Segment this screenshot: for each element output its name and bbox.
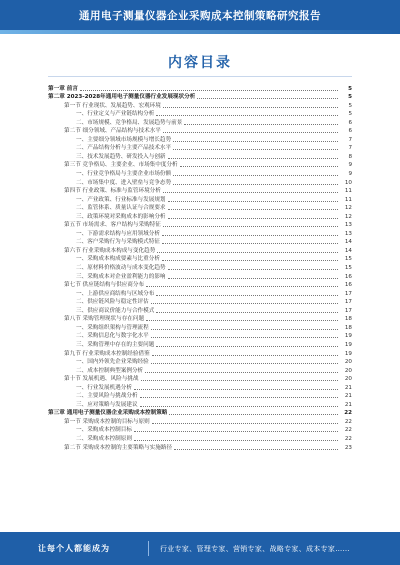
toc-entry-label: 二、市场规模、竞争格局、发展趋势与前景 [76, 119, 183, 126]
toc-dot-leader [168, 218, 338, 219]
toc-dot-leader [157, 252, 338, 253]
toc-dot-leader [162, 243, 338, 244]
toc-dot-leader [173, 184, 338, 185]
toc-entry-label: 第九节 行业采购成本控制经验借鉴 [64, 350, 150, 357]
toc-entry-page: 9 [348, 171, 352, 178]
toc-entry-label: 三、采购管理中存在的主要问题 [76, 341, 155, 348]
toc-entry-label: 第一节 行业现状、发展趋势、宏观环境 [64, 102, 161, 109]
toc-entry[interactable] [48, 417, 352, 426]
toc-entry-label: 二、主要风险与挑战分析 [76, 393, 138, 400]
header-stripe [0, 30, 400, 34]
toc-entry-label: 第七节 供应链结构与供应商分布 [64, 282, 145, 289]
toc-entry[interactable] [48, 246, 352, 255]
toc-dot-leader [174, 449, 338, 450]
toc-entry-page: 18 [344, 316, 352, 323]
toc-dot-leader [134, 440, 338, 441]
toc-dot-leader [151, 329, 338, 330]
toc-dot-leader [146, 286, 338, 287]
toc-entry-label: 第三章 通用电子测量仪器企业采购成本控制策略 [48, 410, 168, 417]
toc-entry-page: 16 [344, 273, 352, 280]
toc-entry-page: 21 [344, 384, 352, 391]
toc-entry-page: 7 [348, 145, 352, 152]
toc-entry-page: 21 [344, 393, 352, 400]
toc-entry[interactable] [48, 221, 352, 230]
toc-entry-page: 20 [344, 367, 352, 374]
toc-entry-page: 14 [344, 247, 352, 254]
toc-entry[interactable] [48, 315, 352, 324]
toc-dot-leader [145, 372, 338, 373]
toc-heading: 内容目录 [168, 55, 232, 71]
toc-entry-page: 11 [344, 196, 352, 203]
toc-entry-page: 9 [348, 162, 352, 169]
toc-dot-leader [80, 90, 338, 91]
toc-entry[interactable] [48, 110, 352, 119]
toc-entry[interactable] [48, 84, 352, 93]
toc-entry-label: 二、成本控制典型案例分析 [76, 367, 144, 374]
toc-entry[interactable] [48, 169, 352, 178]
toc-entry[interactable] [48, 358, 352, 367]
toc-entry-label: 一、采购成本构成要素与比重分析 [76, 256, 160, 263]
toc-entry[interactable] [48, 323, 352, 332]
toc-entry[interactable] [48, 238, 352, 247]
toc-entry[interactable] [48, 135, 352, 144]
toc-dot-leader [151, 337, 338, 338]
toc-entry[interactable] [48, 375, 352, 384]
toc-entry-label: 一、下游需求结构与应用领域分析 [76, 230, 160, 237]
toc-dot-leader [141, 380, 339, 381]
toc-dot-leader [152, 423, 338, 424]
toc-entry-label: 二、供应链风险与稳定性评估 [76, 299, 149, 306]
toc-dot-leader [146, 320, 338, 321]
toc-entry[interactable] [48, 392, 352, 401]
toc-entry-label: 一、行业定义与产业链结构分析 [76, 111, 155, 118]
toc-entry-page: 13 [344, 230, 352, 237]
toc-entry[interactable] [48, 161, 352, 170]
footer-divider [148, 541, 149, 556]
toc-dot-leader [134, 431, 338, 432]
toc-entry-page: 22 [344, 435, 352, 442]
toc-entry[interactable] [48, 400, 352, 409]
toc-entry-label: 三、供应商议价能力与合作模式 [76, 307, 155, 314]
toc-entry-label: 二、采购成本控制原则 [76, 435, 132, 442]
toc-entry-label: 第二节 细分领域、产品结构与技术水平 [64, 128, 161, 135]
toc-dot-leader [152, 355, 338, 356]
toc-entry-page: 19 [344, 333, 352, 340]
toc-entry-page: 17 [344, 307, 352, 314]
toc-entry-label: 二、原材料价格波动与成本变化趋势 [76, 265, 166, 272]
toc-dot-leader [173, 149, 338, 150]
toc-entry[interactable] [48, 101, 352, 110]
toc-entry-label: 第四节 行业政策、标准与监管环境分析 [64, 188, 161, 195]
toc-entry-page: 15 [344, 256, 352, 263]
toc-entry-label: 三、技术发展趋势、研发投入与创新 [76, 153, 166, 160]
toc-dot-leader [173, 175, 338, 176]
toc-dot-leader [168, 201, 338, 202]
toc-entry-label: 一、行业发展机遇分析 [76, 384, 132, 391]
toc-entry-page: 18 [344, 324, 352, 331]
toc-entry-page: 22 [344, 410, 352, 417]
toc-entry-page: 16 [344, 282, 352, 289]
toc-entry-page: 21 [344, 401, 352, 408]
toc-entry[interactable] [48, 118, 352, 127]
toc-dot-leader [163, 192, 338, 193]
toc-entry-label: 一、国内外领先企业采购经验 [76, 359, 149, 366]
toc-entry-label: 三、政策环境对采购成本的影响分析 [76, 213, 166, 220]
toc-entry[interactable] [48, 212, 352, 221]
toc-entry-label: 一、上游供应商结构与区域分布 [76, 290, 155, 297]
toc-dot-leader [163, 107, 338, 108]
toc-entry[interactable] [48, 426, 352, 435]
toc-entry-page: 6 [348, 128, 352, 135]
toc-entry-page: 19 [344, 350, 352, 357]
toc-entry-page: 23 [344, 444, 352, 451]
toc-entry[interactable] [48, 434, 352, 443]
toc-entry-page: 22 [344, 427, 352, 434]
toc-entry-label: 二、市场集中度、进入壁垒与竞争态势 [76, 179, 172, 186]
toc-entry-page: 7 [348, 136, 352, 143]
toc-entry[interactable] [48, 306, 352, 315]
toc-entry-label: 第十节 发展机遇、风险与挑战 [64, 376, 139, 383]
footer-brand: 让每个人都能成为 [38, 544, 110, 553]
toc-dot-leader [168, 269, 338, 270]
toc-entry[interactable] [48, 93, 352, 102]
table-of-contents [48, 84, 352, 509]
toc-entry-label: 二、采购信息化与数字化水平 [76, 333, 149, 340]
toc-entry[interactable] [48, 443, 352, 452]
footer-tagline: 行业专家、管理专家、营销专家、战略专家、成本专家…… [160, 544, 350, 553]
toc-entry[interactable] [48, 289, 352, 298]
toc-entry-label: 三、应对策略与发展建议 [76, 401, 138, 408]
title-divider [48, 76, 352, 77]
toc-entry[interactable] [48, 340, 352, 349]
toc-dot-leader [162, 260, 338, 261]
toc-entry[interactable] [48, 298, 352, 307]
toc-dot-leader [140, 397, 338, 398]
toc-entry-page: 13 [344, 222, 352, 229]
toc-entry[interactable] [48, 144, 352, 153]
toc-entry-page: 17 [344, 299, 352, 306]
toc-entry[interactable] [48, 255, 352, 264]
toc-entry-label: 第一节 采购成本控制的目标与原则 [64, 418, 150, 425]
toc-dot-leader [168, 278, 338, 279]
toc-entry[interactable] [48, 152, 352, 161]
toc-entry-label: 二、产品结构分析与主要产品技术水平 [76, 145, 172, 152]
toc-entry[interactable] [48, 272, 352, 281]
toc-entry-page: 11 [344, 188, 352, 195]
toc-entry-label: 第六节 行业采购成本构成与变化趋势 [64, 247, 156, 254]
toc-dot-leader [156, 295, 338, 296]
toc-dot-leader [163, 132, 338, 133]
toc-dot-leader [151, 363, 338, 364]
report-title: 通用电子测量仪器企业采购成本控制策略研究报告 [79, 9, 321, 22]
toc-entry-label: 第三节 竞争格局、主要企业、市场集中度分析 [64, 162, 178, 169]
toc-entry-label: 一、采购组织架构与管理流程 [76, 324, 149, 331]
toc-entry[interactable] [48, 383, 352, 392]
toc-entry-label: 第八节 采购管理现状与存在问题 [64, 316, 145, 323]
toc-dot-leader [151, 303, 338, 304]
toc-entry-label: 第二章 2023-2028年通用电子测量仪器行业发展现状分析 [48, 94, 196, 101]
toc-entry-page: 22 [344, 418, 352, 425]
toc-entry-label: 一、采购成本控制目标 [76, 427, 132, 434]
toc-dot-leader [140, 406, 338, 407]
toc-entry[interactable] [48, 332, 352, 341]
toc-dot-leader [162, 235, 338, 236]
toc-dot-leader [169, 414, 338, 415]
toc-entry-label: 第一章 前言 [48, 85, 78, 92]
toc-entry[interactable] [48, 229, 352, 238]
toc-entry-page: 20 [344, 359, 352, 366]
toc-entry[interactable] [48, 178, 352, 187]
toc-entry-label: 一、主要细分领域市场规模与增长趋势 [76, 136, 172, 143]
toc-entry-page: 5 [348, 94, 352, 101]
toc-dot-leader [168, 209, 338, 210]
toc-entry-page: 5 [348, 111, 352, 118]
toc-entry-page: 6 [348, 119, 352, 126]
toc-entry-label: 三、采购成本对企业盈利能力的影响 [76, 273, 166, 280]
toc-entry-page: 12 [344, 213, 352, 220]
toc-dot-leader [156, 312, 338, 313]
toc-entry-label: 第二节 采购成本控制的主要策略与实施路径 [64, 444, 173, 451]
toc-entry-page: 20 [344, 376, 352, 383]
toc-dot-leader [134, 389, 338, 390]
toc-dot-leader [180, 166, 338, 167]
toc-dot-leader [173, 141, 338, 142]
toc-entry[interactable] [48, 349, 352, 358]
toc-entry-page: 8 [348, 153, 352, 160]
toc-entry-page: 10 [344, 179, 352, 186]
toc-dot-leader [163, 226, 338, 227]
toc-entry-page: 5 [348, 102, 352, 109]
toc-dot-leader [156, 115, 338, 116]
toc-entry[interactable] [48, 127, 352, 136]
toc-dot-leader [184, 124, 338, 125]
toc-entry-label: 第五节 市场需求、客户结构与采购特征 [64, 222, 161, 229]
toc-dot-leader [156, 346, 338, 347]
toc-entry[interactable] [48, 195, 352, 204]
toc-entry[interactable] [48, 187, 352, 196]
toc-entry[interactable] [48, 281, 352, 290]
toc-entry-page: 19 [344, 341, 352, 348]
report-header [0, 0, 400, 30]
toc-entry-label: 一、产业政策、行业标准与发展规划 [76, 196, 166, 203]
toc-entry-page: 12 [344, 205, 352, 212]
toc-entry-label: 二、监管体系、质量认证与合规要求 [76, 205, 166, 212]
toc-entry-page: 5 [348, 85, 352, 92]
toc-dot-leader [197, 98, 338, 99]
footer-banner [0, 532, 400, 565]
toc-entry[interactable] [48, 366, 352, 375]
toc-entry-page: 14 [344, 239, 352, 246]
toc-entry-label: 一、行业竞争格局与主要企业市场份额 [76, 171, 172, 178]
toc-dot-leader [168, 158, 338, 159]
toc-entry-label: 二、客户采购行为与采购模式特征 [76, 239, 160, 246]
toc-entry[interactable] [48, 204, 352, 213]
toc-entry[interactable] [48, 263, 352, 272]
toc-entry-page: 15 [344, 265, 352, 272]
toc-entry-page: 17 [344, 290, 352, 297]
toc-entry[interactable] [48, 409, 352, 418]
